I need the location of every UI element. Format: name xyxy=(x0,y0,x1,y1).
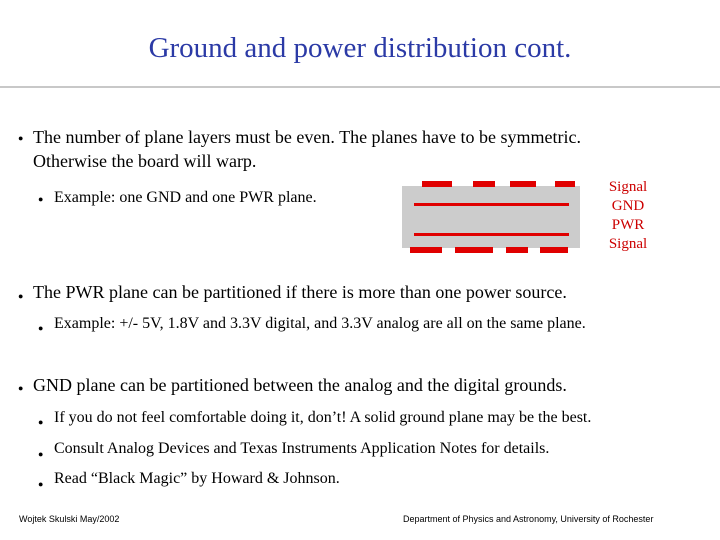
signal-trace-top xyxy=(510,181,536,187)
bullet-marker: ● xyxy=(38,417,44,427)
bullet-marker: ● xyxy=(38,479,44,489)
layer-stackup-diagram xyxy=(400,178,586,256)
bullet-3-sub-1: If you do not feel comfortable doing it, don’t! A solid ground plane may be the best. xyxy=(54,409,592,426)
footer-affiliation: Department of Physics and Astronomy, University of Rochester xyxy=(403,514,654,524)
bullet-3-sub-3: Read “Black Magic” by Howard & Johnson. xyxy=(54,470,340,487)
signal-trace-bottom xyxy=(455,247,493,253)
legend-pwr: PWR xyxy=(611,217,645,233)
pwr-plane xyxy=(414,233,569,236)
signal-trace-bottom xyxy=(410,247,442,253)
bullet-2-sub-1: Example: +/- 5V, 1.8V and 3.3V digital, and 3.3V analog are all on the same plane. xyxy=(54,315,586,332)
bullet-3-sub-2: Consult Analog Devices and Texas Instruments Application Notes for details. xyxy=(54,440,550,457)
gnd-plane xyxy=(414,203,569,206)
legend-gnd: GND xyxy=(611,198,645,214)
bullet-2-text: The PWR plane can be partitioned if there is more than one power source. xyxy=(33,282,567,302)
bullet-marker: ● xyxy=(18,291,24,301)
bullet-3-text: GND plane can be partitioned between the analog and the digital grounds. xyxy=(33,375,567,395)
footer-author: Wojtek Skulski May/2002 xyxy=(19,514,120,524)
bullet-marker: ● xyxy=(38,323,44,333)
signal-trace-top xyxy=(473,181,495,187)
layer-legend xyxy=(600,178,656,254)
bullet-marker: ● xyxy=(18,383,24,393)
bullet-1-line2: Otherwise the board will warp. xyxy=(33,151,257,171)
board-body xyxy=(402,186,580,248)
signal-trace-bottom xyxy=(506,247,528,253)
bullet-marker: ● xyxy=(18,133,24,143)
bullet-1-line1: The number of plane layers must be even. The planes have to be symmetric. xyxy=(33,127,581,147)
bullet-1-sub-1: Example: one GND and one PWR plane. xyxy=(54,189,317,206)
bullet-marker: ● xyxy=(38,449,44,459)
signal-trace-top xyxy=(422,181,452,187)
signal-trace-bottom xyxy=(540,247,568,253)
legend-signal-top: Signal xyxy=(608,179,648,195)
page-title: Ground and power distribution cont. xyxy=(148,32,572,64)
signal-trace-top xyxy=(555,181,575,187)
bullet-marker: ● xyxy=(38,194,44,204)
title-divider xyxy=(0,86,720,88)
legend-signal-bottom: Signal xyxy=(608,236,648,252)
